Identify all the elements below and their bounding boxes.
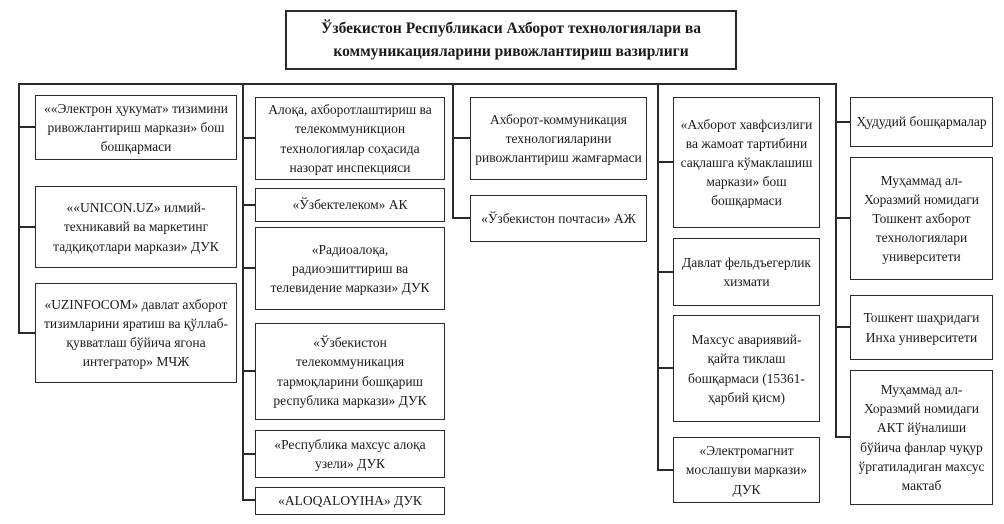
connector-stub (242, 267, 255, 269)
connector-stub (242, 370, 255, 372)
box-electron-hukumat-markazi: ««Электрон ҳукумат» тизимини ривожлантириш маркази» бош бошқармаси (35, 95, 237, 160)
connector-stub (657, 367, 673, 369)
box-nazorat-inspeksiyasi: Алоқа, ахборотлаштириш ва телекоммуникцион технологиялар соҳасида назорат инспекцияси (255, 97, 445, 180)
box-inha-universiteti: Тошкент шаҳридаги Инха университети (850, 295, 993, 360)
connector-stub (242, 453, 255, 455)
ministry-title-text: Ўзбекистон Республикаси Ахборот технологиялари ва коммуникацияларини ривожлантириш вазирлиги (320, 19, 702, 60)
connector-stub (452, 137, 470, 139)
box-elektromagnit-moslashuvi: «Электромагнит мослашуви маркази» ДУК (673, 437, 820, 503)
box-uzinfocom: «UZINFOCOM» давлат ахборот тизимларини яратиш ва қўллаб-қувватлаш бўйича ягона интегратор» МЧЖ (35, 283, 237, 383)
box-aloqaloyiha: «ALOQALOYIHA» ДУК (255, 487, 445, 515)
box-akt-rivojlantirish-jamgarmasi: Ахборот-коммуникация технологияларини ривожлантириш жамғармаси (470, 97, 647, 180)
connector-bus (18, 83, 837, 85)
connector-stub (18, 126, 35, 128)
connector-stub (657, 161, 673, 163)
connector-stub (242, 499, 255, 501)
connector-stub (835, 326, 850, 328)
box-uzbektelekom: «Ўзбектелеком» АК (255, 188, 445, 222)
connector-stub (657, 271, 673, 273)
connector-spine-col2 (242, 83, 244, 501)
connector-stub (452, 217, 470, 219)
connector-stub (657, 469, 673, 471)
box-avariya-tiklash-boshqarmasi: Махсус авариявий-қайта тиклаш бошқармаси (15361-ҳарбий қисм) (673, 315, 820, 422)
connector-spine-col5 (835, 83, 837, 438)
box-akt-maxsus-maktab: Муҳаммад ал-Хоразмий номидаги АКТ йўналиши бўйича фанлар чуқур ўргатиладиган махсус мактаб (850, 370, 993, 505)
box-telekom-tarmoqlari-markazi: «Ўзбекистон телекоммуникация тармоқларини бошқариш республика маркази» ДУК (255, 323, 445, 420)
connector-stub (18, 332, 35, 334)
connector-spine-col1 (18, 83, 20, 334)
box-axborot-xavfsizligi-markazi: «Ахборот хавфсизлиги ва жамоат тартибини сақлашга кўмаклашиш маркази» бош бошқармаси (673, 97, 820, 228)
connector-stub (242, 204, 255, 206)
box-unicon-uz: ««UNICON.UZ» илмий-техникавий ва маркетинг тадқиқотлари маркази» ДУК (35, 186, 237, 268)
box-feldyegerlik-xizmati: Давлат фельдъегерлик хизмати (673, 238, 820, 306)
box-uzbekiston-pochtasi: «Ўзбекистон почтаси» АЖ (470, 195, 647, 242)
connector-stub (242, 137, 255, 139)
box-radioaloqa-markazi: «Радиоалоқа, радиоэшиттириш ва телевидение маркази» ДУК (255, 227, 445, 310)
connector-spine-col4 (657, 83, 659, 471)
connector-stub (18, 226, 35, 228)
connector-stub (835, 121, 850, 123)
box-maxsus-aloqa-uzeli: «Республика махсус алоқа узели» ДУК (255, 430, 445, 478)
connector-spine-col3 (452, 83, 454, 219)
connector-stub (835, 436, 850, 438)
connector-stub (835, 217, 850, 219)
box-hududiy-boshqarmalar: Ҳудудий бошқармалар (850, 97, 993, 147)
ministry-title-box (285, 10, 737, 70)
box-toshkent-axborot-texnologiyalari-universiteti: Муҳаммад ал-Хоразмий номидаги Тошкент ахборот технологиялари университети (850, 157, 993, 280)
